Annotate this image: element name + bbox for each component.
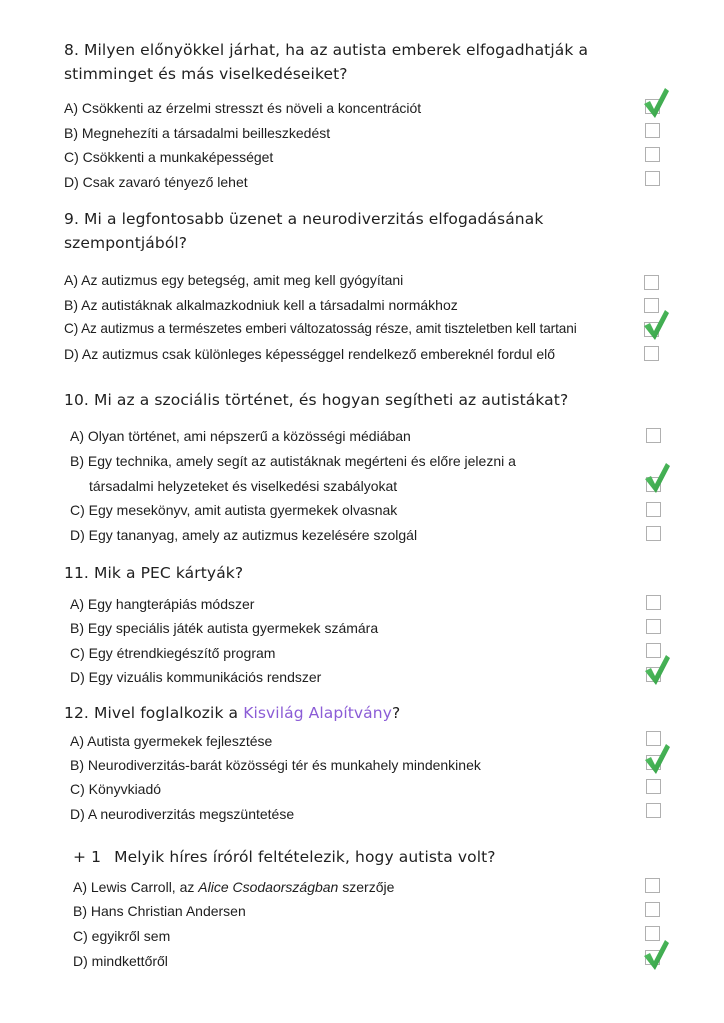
q10-option-a: A) Olyan történet, ami népszerű a közösségi médiában [70,428,411,444]
bonus-checkbox-b[interactable] [645,902,660,917]
q8-checkbox-b[interactable] [645,123,660,138]
q9-option-d: D) Az autizmus csak különleges képességgel rendelkező embereknél fordul elő [64,346,556,362]
q9-option-a: A) Az autizmus egy betegség, amit meg kell gyógyítani [64,272,404,288]
q9-checkbox-b[interactable] [644,298,659,313]
question-number: 8. [64,41,79,59]
question-8-title [64,38,588,86]
q10-checkbox-c[interactable] [646,502,661,517]
q8-option-b: B) Megnehezíti a társadalmi beilleszkedést [64,125,331,141]
q12-option-a: A) Autista gyermekek fejlesztése [70,733,273,749]
q11-checkbox-c[interactable] [646,643,661,658]
q8-option-a: A) Csökkenti az érzelmi stresszt és növeli a koncentrációt [64,100,422,116]
q12-option-b: B) Neurodiverzitás-barát közösségi tér és munkahely mindenkinek [70,757,481,773]
question-number: + 1 [73,848,102,866]
q9-option-c: C) Az autizmus a természetes emberi változatosság része, amit tiszteletben kell tartani [64,321,577,336]
bonus-option-c: C) egyikről sem [73,928,171,944]
question-number: 9. [64,210,79,228]
bonus-option-d: D) mindkettőről [73,953,168,969]
foundation-name: Kisvilág Alapítvány [243,704,392,722]
q9-checkbox-d[interactable] [644,346,659,361]
q9-checkbox-a[interactable] [644,275,659,290]
q12-checkbox-b[interactable] [646,755,661,770]
option-text-suffix: szerzője [338,879,395,895]
q8-checkbox-a[interactable] [645,99,660,114]
q11-checkbox-a[interactable] [646,595,661,610]
book-title: Alice Csodaországban [198,879,339,895]
q9-checkbox-c[interactable] [644,322,659,337]
q10-option-c: C) Egy mesekönyv, amit autista gyermekek olvasnak [70,502,398,518]
q9-option-b: B) Az autistáknak alkalmazkodniuk kell a társadalmi normákhoz [64,297,458,313]
question-text-line-2: szempontjából? [64,234,188,252]
q11-option-b: B) Egy speciális játék autista gyermekek számára [70,620,379,636]
q12-option-d: D) A neurodiverzitás megszüntetése [70,806,295,822]
q12-option-c: C) Könyvkiadó [70,781,162,797]
q12-checkbox-d[interactable] [646,803,661,818]
q11-option-a: A) Egy hangterápiás módszer [70,596,255,612]
q8-checkbox-c[interactable] [645,147,660,162]
question-10-title [64,388,568,412]
bonus-question-title [73,845,496,869]
question-text-line-1: Mi a legfontosabb üzenet a neurodiverzitás elfogadásának [84,210,544,228]
q10-checkbox-b[interactable] [646,477,661,492]
q11-option-c: C) Egy étrendkiegészítő program [70,645,276,661]
question-number: 11. [64,564,89,582]
bonus-checkbox-c[interactable] [645,926,660,941]
q10-checkbox-d[interactable] [646,526,661,541]
q10-option-d: D) Egy tananyag, amely az autizmus kezelésére szolgál [70,527,418,543]
question-text-line-1: Mi az a szociális történet, és hogyan segítheti az autistákat? [93,391,569,409]
question-text-line-1: Mik a PEC kártyák? [93,564,244,582]
q11-option-d: D) Egy vizuális kommunikációs rendszer [70,669,322,685]
q10-checkbox-a[interactable] [646,428,661,443]
q8-checkbox-d[interactable] [645,171,660,186]
question-9-title [64,207,543,255]
question-text-prefix: Mivel foglalkozik a [93,704,244,722]
q12-checkbox-a[interactable] [646,731,661,746]
question-text-line-1: Melyik híres íróról feltételezik, hogy autista volt? [114,848,496,866]
q8-option-c: C) Csökkenti a munkaképességet [64,149,274,165]
q10-option-b-continued: társadalmi helyzeteket és viselkedési szabályokat [89,478,398,494]
bonus-checkbox-d[interactable] [645,950,660,965]
q10-option-b: B) Egy technika, amely segít az autistáknak megérteni és előre jelezni a [70,453,516,469]
question-text-line-1: Milyen előnyökkel járhat, ha az autista emberek elfogadhatják a [84,41,589,59]
question-text-suffix: ? [391,704,401,722]
bonus-option-b: B) Hans Christian Andersen [73,903,246,919]
q11-checkbox-b[interactable] [646,619,661,634]
question-text-line-2: stimminget és más viselkedéseiket? [64,65,348,83]
q8-option-d: D) Csak zavaró tényező lehet [64,174,248,190]
question-11-title [64,561,243,585]
option-text-prefix: A) Lewis Carroll, az [73,879,199,895]
q12-checkbox-c[interactable] [646,779,661,794]
bonus-option-a [73,878,394,896]
question-number: 12. [64,704,89,722]
bonus-checkbox-a[interactable] [645,878,660,893]
q11-checkbox-d[interactable] [646,667,661,682]
question-12-title [64,701,400,725]
question-number: 10. [64,391,89,409]
